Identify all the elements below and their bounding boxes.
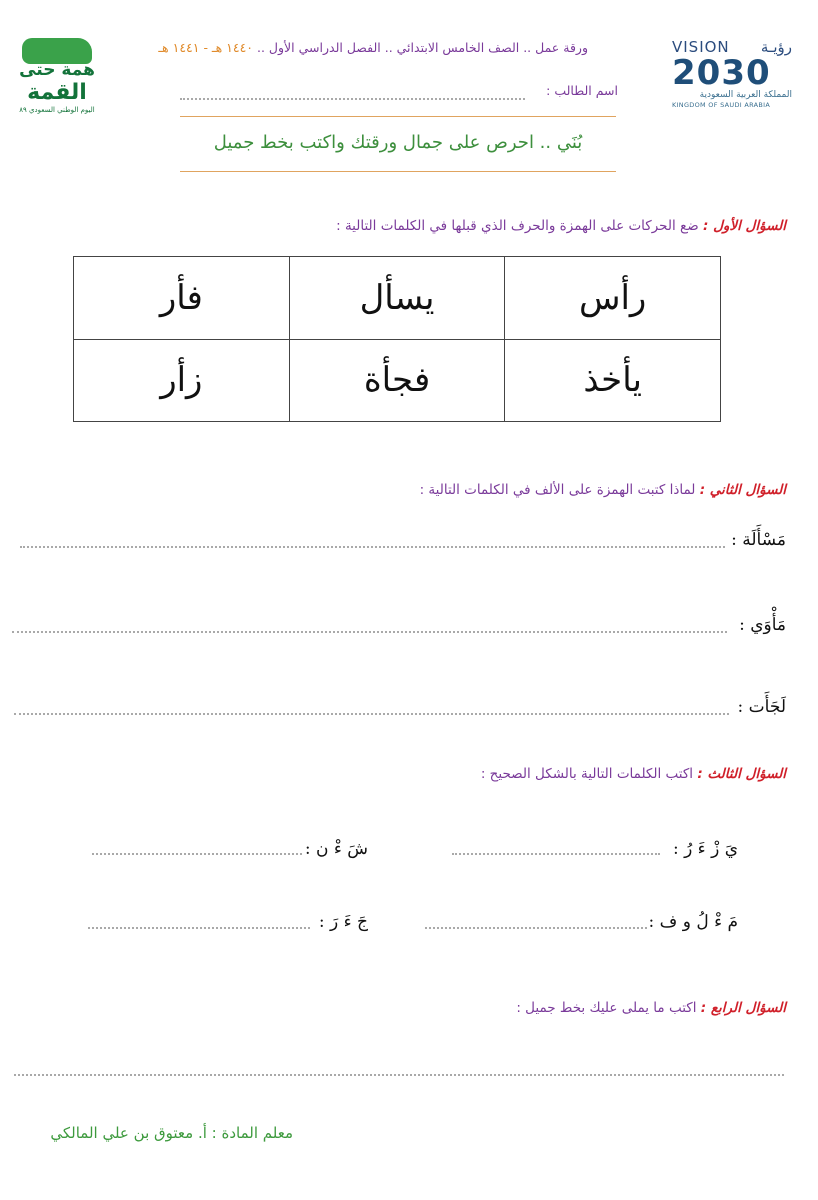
q3-item-1: يَ زْ ءَ رُ : bbox=[672, 839, 738, 859]
worksheet-info: ورقة عمل .. الصف الخامس الابتدائي .. الفصل الدراسي الأول .. bbox=[257, 40, 588, 55]
q4-heading bbox=[516, 1000, 786, 1016]
q2-label: السؤال الثاني : bbox=[699, 482, 786, 498]
q3-label: السؤال الثالث : bbox=[697, 766, 786, 782]
answer-line[interactable] bbox=[14, 1074, 784, 1076]
vision-latin: VISION bbox=[672, 38, 730, 56]
answer-line[interactable] bbox=[92, 853, 302, 855]
motto: بُنَي .. احرص على جمال ورقتك واكتب بخط جميل bbox=[180, 116, 616, 172]
vision-year: 2030 bbox=[672, 53, 771, 93]
answer-line[interactable] bbox=[20, 546, 725, 548]
vision-kingdom-en: KINGDOM OF SAUDI ARABIA bbox=[672, 101, 771, 109]
answer-line[interactable] bbox=[88, 927, 310, 929]
q4-label: السؤال الرابع : bbox=[700, 1000, 786, 1016]
q2-heading bbox=[420, 482, 786, 498]
q2-word-3: لَجَأَت : bbox=[737, 697, 786, 717]
q2-word-2: مَأْوَي : bbox=[739, 615, 786, 635]
q3-item-4: جَ ءَ رَ : bbox=[318, 912, 368, 932]
word-cell: فأر bbox=[74, 257, 290, 340]
national-day-line1: همة حتى bbox=[19, 60, 95, 80]
vision-arabic: رؤيـة bbox=[760, 38, 792, 56]
q4-text: اكتب ما يملى عليك بخط جميل : bbox=[516, 1000, 697, 1016]
vision-kingdom-ar: المملكة العربية السعودية bbox=[699, 90, 792, 100]
year-info: ١٤٤٠ هـ - ١٤٤١ هـ bbox=[158, 40, 254, 55]
answer-line[interactable] bbox=[425, 927, 647, 929]
word-cell: زأر bbox=[74, 339, 290, 422]
q3-heading bbox=[481, 766, 786, 782]
student-name-label: اسم الطالب : bbox=[546, 83, 618, 98]
national-day-logo bbox=[16, 38, 98, 118]
worksheet-header bbox=[158, 40, 588, 55]
q1-label: السؤال الأول : bbox=[702, 218, 786, 234]
answer-line[interactable] bbox=[12, 631, 727, 633]
q2-text: لماذا كتبت الهمزة على الألف في الكلمات التالية : bbox=[419, 482, 696, 498]
word-cell: يسأل bbox=[289, 257, 505, 340]
national-day-line2: القمة bbox=[27, 80, 87, 105]
q3-text: اكتب الكلمات التالية بالشكل الصحيح : bbox=[480, 766, 694, 782]
vision-2030-logo bbox=[672, 38, 792, 110]
teacher-name: معلم المادة : أ. معتوق بن علي المالكي bbox=[50, 1124, 293, 1142]
word-cell: يأخذ bbox=[505, 339, 721, 422]
q1-word-table bbox=[73, 256, 721, 422]
table-row bbox=[74, 339, 721, 422]
q3-item-3: مَ ءْ لُ و ف : bbox=[648, 912, 738, 932]
q1-text: ضع الحركات على الهمزة والحرف الذي قبلها في الكلمات التالية : bbox=[336, 218, 699, 234]
q3-item-2: شَ ءْ ن : bbox=[304, 839, 368, 859]
table-row bbox=[74, 257, 721, 340]
national-day-line3: اليوم الوطني السعودي ٨٩ bbox=[19, 106, 95, 114]
word-cell: رأس bbox=[505, 257, 721, 340]
student-name-line[interactable] bbox=[180, 98, 525, 100]
answer-line[interactable] bbox=[14, 713, 729, 715]
word-cell: فجأة bbox=[289, 339, 505, 422]
q2-word-1: مَسْأَلَة : bbox=[731, 530, 786, 550]
answer-line[interactable] bbox=[452, 853, 660, 855]
q1-heading bbox=[336, 218, 786, 234]
